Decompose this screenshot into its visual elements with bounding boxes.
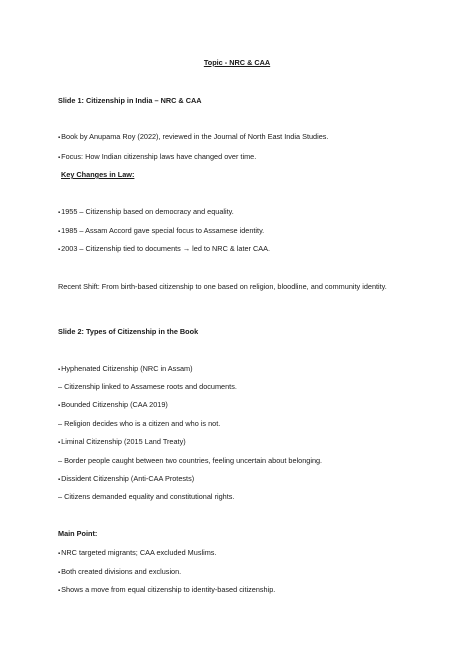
key-change-3 [58, 244, 270, 255]
main-point-heading: Main Point: [58, 529, 98, 538]
bullet-icon: ▪ [58, 155, 61, 161]
bullet-text: 1955 – Citizenship based on democracy and equality. [61, 207, 234, 216]
bullet-icon: ▪ [58, 367, 61, 373]
slide2-item-6: – Border people caught between two countries, feeling uncertain about belonging. [58, 456, 323, 465]
bullet-text: Focus: How Indian citizenship laws have changed over time. [61, 152, 257, 161]
key-change-1 [58, 207, 234, 218]
main-point-1 [58, 548, 216, 559]
bullet-text: Shows a move from equal citizenship to identity-based citizenship. [61, 585, 276, 594]
recent-shift: Recent Shift: From birth-based citizenship to one based on religion, bloodline, and community identity. [58, 282, 387, 291]
slide1-bullet-2 [58, 152, 256, 163]
slide2-item-3 [58, 400, 168, 411]
key-change-2 [58, 226, 264, 237]
bullet-text: 2003 – Citizenship tied to documents → led to NRC & later CAA. [61, 244, 271, 253]
item-text: Dissident Citizenship (Anti-CAA Protests) [61, 474, 195, 483]
main-point-2 [58, 567, 181, 578]
bullet-text: NRC targeted migrants; CAA excluded Muslims. [61, 548, 217, 557]
item-text: Bounded Citizenship (CAA 2019) [61, 400, 168, 409]
bullet-text: 1985 – Assam Accord gave special focus to Assamese identity. [61, 226, 265, 235]
item-text: Liminal Citizenship (2015 Land Treaty) [61, 437, 186, 446]
item-text: Hyphenated Citizenship (NRC in Assam) [61, 364, 193, 373]
page-title: Topic - NRC & CAA [203, 58, 271, 67]
slide2-item-7 [58, 474, 194, 485]
main-point-3 [58, 585, 275, 596]
slide1-heading: Slide 1: Citizenship in India – NRC & CAA [58, 96, 202, 105]
slide1-bullet-1 [58, 132, 328, 143]
bullet-icon: ▪ [58, 570, 61, 576]
bullet-icon: ▪ [58, 135, 61, 141]
bullet-icon: ▪ [58, 403, 61, 409]
slide2-item-8: – Citizens demanded equality and constitutional rights. [58, 492, 235, 501]
bullet-icon: ▪ [58, 588, 61, 594]
key-changes-heading: Key Changes in Law: [61, 170, 135, 179]
slide2-item-5 [58, 437, 186, 448]
bullet-icon: ▪ [58, 229, 61, 235]
slide2-item-2: – Citizenship linked to Assamese roots and documents. [58, 382, 237, 391]
bullet-icon: ▪ [58, 551, 61, 557]
bullet-icon: ▪ [58, 210, 61, 216]
bullet-icon: ▪ [58, 477, 61, 483]
bullet-text: Book by Anupama Roy (2022), reviewed in the Journal of North East India Studies. [61, 132, 329, 141]
slide2-item-4: – Religion decides who is a citizen and who is not. [58, 419, 221, 428]
slide2-item-1 [58, 364, 193, 375]
slide2-heading: Slide 2: Types of Citizenship in the Book [58, 327, 199, 336]
bullet-icon: ▪ [58, 440, 61, 446]
bullet-text: Both created divisions and exclusion. [61, 567, 182, 576]
bullet-icon: ▪ [58, 247, 61, 253]
